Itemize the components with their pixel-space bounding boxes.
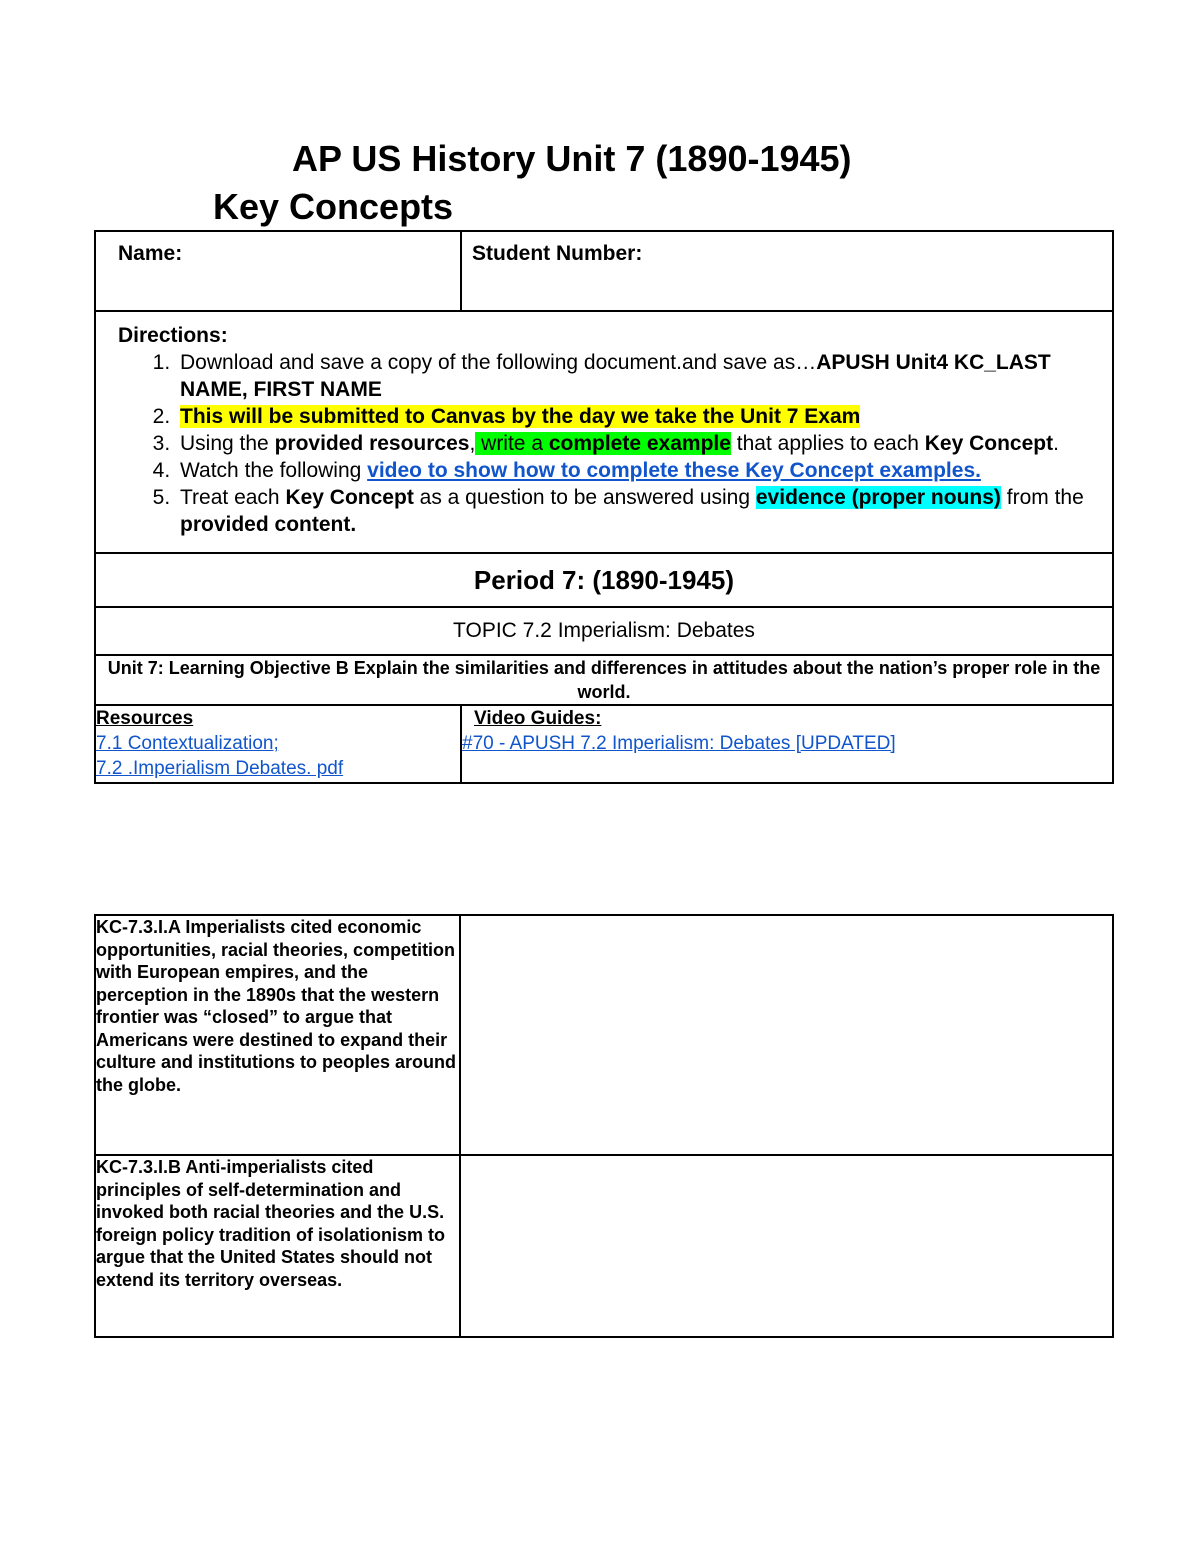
key-concept-answer-cell[interactable] (460, 1155, 1113, 1337)
video-guide-link[interactable]: #70 - APUSH 7.2 Imperialism: Debates [UPDATED] (462, 733, 896, 754)
document-subtitle: Key Concepts (213, 186, 454, 227)
highlight-cyan: evidence (proper nouns) (755, 486, 1001, 509)
period-heading: Period 7: (1890-1945) (95, 553, 1113, 607)
key-concept-cell: KC-7.3.I.A Imperialists cited economic opportunities, racial theories, competition with European empires, and the perception in the 1890s that the western frontier was “closed” to argue that Americans were destined to expand their culture and institutions to peoples around the globe. (95, 915, 460, 1155)
direction-item (176, 403, 1090, 430)
video-instructions-link[interactable]: video to show how to complete these Key Concept examples. (367, 459, 981, 482)
resource-link-imperialism-pdf[interactable]: 7.2 .Imperialism Debates. pdf (96, 758, 344, 779)
key-concept-answer-cell[interactable] (460, 915, 1113, 1155)
resources-heading: Resources (96, 708, 194, 729)
name-cell[interactable] (95, 231, 461, 311)
direction-item: 4. Watch the following video to show how to complete these Key Concept examples. (176, 457, 1090, 484)
direction-item: 3. Using the provided resources, write a complete example that applies to each Key Concept. (176, 430, 1090, 457)
direction-item: 5. Treat each Key Concept as a question to be answered using evidence (proper nouns) from the provided content. (176, 484, 1090, 538)
directions-heading: Directions: (118, 324, 228, 347)
resource-link-contextualization[interactable]: 7.1 Contextualization; (96, 733, 279, 754)
key-concept-cell: KC-7.3.I.B Anti-imperialists cited principles of self-determination and invoked both racial theories and the U.S. foreign policy tradition of isolationism to argue that the United States should not extend its territory overseas. (95, 1155, 460, 1337)
table-row (95, 1155, 1113, 1337)
table-row (95, 915, 1113, 1155)
student-number-label: Student Number: (472, 242, 643, 265)
student-number-cell[interactable] (461, 231, 1113, 311)
learning-objective: Unit 7: Learning Objective B Explain the similarities and differences in attitudes about the nation’s proper role in the world. (95, 655, 1113, 705)
highlight-yellow: This will be submitted to Canvas by the day we take the Unit 7 Exam (180, 405, 861, 428)
video-guides-cell (461, 705, 1113, 783)
key-concepts-table (94, 914, 1114, 1338)
directions-cell (95, 311, 1113, 553)
directions-list (118, 349, 1090, 538)
name-label: Name: (118, 242, 183, 265)
topic-heading: TOPIC 7.2 Imperialism: Debates (95, 607, 1113, 655)
video-guides-heading: Video Guides: (474, 708, 602, 729)
resources-cell (95, 705, 461, 783)
document-title: AP US History Unit 7 (1890-1945) (292, 138, 852, 179)
header-table (94, 230, 1114, 784)
highlight-green: write a complete example (475, 432, 731, 455)
direction-item: 1. Download and save a copy of the following document.and save as…APUSH Unit4 KC_LAST NAME, FIRST NAME (176, 349, 1090, 403)
